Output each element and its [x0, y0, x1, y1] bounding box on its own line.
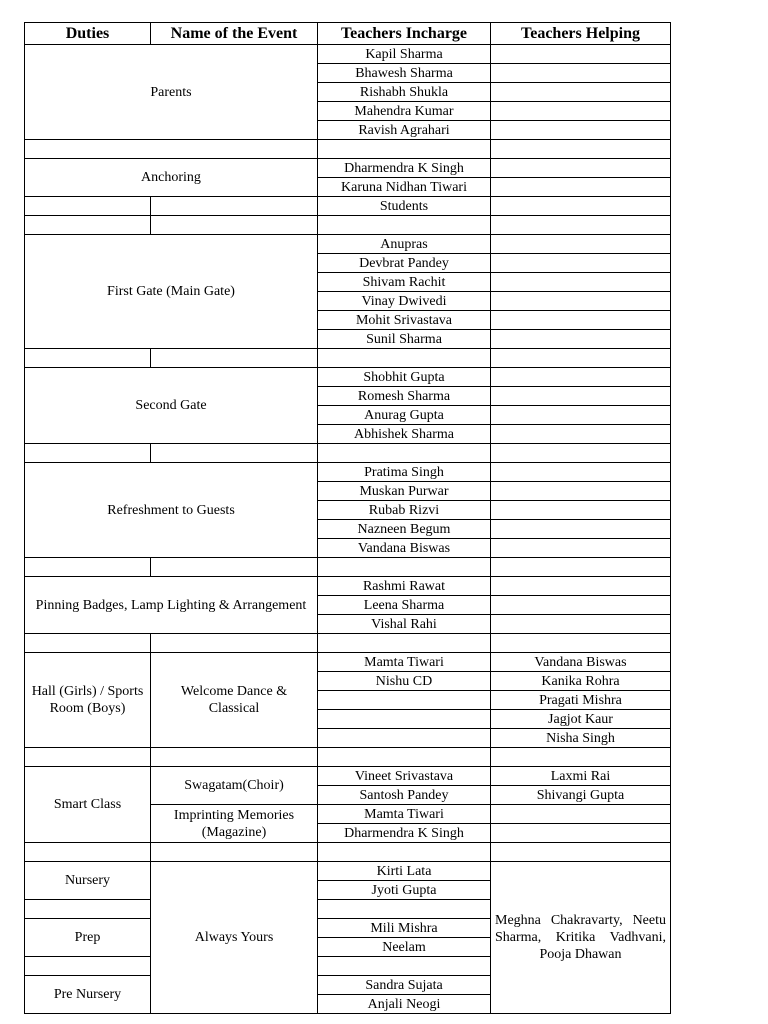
duty-pre-nursery: Pre Nursery: [25, 976, 151, 1014]
incharge-cell: Nazneen Begum: [318, 520, 491, 539]
helping-cell: [491, 159, 671, 178]
helping-cell: [491, 577, 671, 596]
helping-cell: [491, 178, 671, 197]
incharge-cell: Vandana Biswas: [318, 539, 491, 558]
duty-first-gate: First Gate (Main Gate): [25, 235, 318, 349]
incharge-cell: Rishabh Shukla: [318, 83, 491, 102]
incharge-cell: Kapil Sharma: [318, 45, 491, 64]
incharge-cell: Dharmendra K Singh: [318, 824, 491, 843]
duty-parents: Parents: [25, 45, 318, 140]
duty-smart-class: Smart Class: [25, 767, 151, 843]
helping-cell: [491, 330, 671, 349]
empty-cell: [151, 843, 318, 862]
helping-cell: [491, 121, 671, 140]
empty-cell: [25, 957, 151, 976]
helping-cell: [491, 197, 671, 216]
empty-cell: [318, 634, 491, 653]
table-row: [25, 767, 671, 786]
helping-cell: [491, 64, 671, 83]
event-imprinting-memories: Imprinting Memories (Magazine): [151, 805, 318, 843]
header-row: [25, 23, 671, 45]
helping-cell: [491, 273, 671, 292]
table-row: [25, 235, 671, 254]
helping-cell: Pragati Mishra: [491, 691, 671, 710]
incharge-cell: Abhishek Sharma: [318, 425, 491, 444]
helping-cell: [491, 596, 671, 615]
helping-always-yours: Meghna Chakravarty, Neetu Sharma, Kritika Vadhvani, Pooja Dhawan: [491, 862, 671, 1014]
incharge-cell: [318, 900, 491, 919]
table-row: [25, 577, 671, 596]
empty-cell: [491, 349, 671, 368]
incharge-cell: Karuna Nidhan Tiwari: [318, 178, 491, 197]
spacer-row: [25, 748, 671, 767]
incharge-cell: Sunil Sharma: [318, 330, 491, 349]
empty-cell: [151, 349, 318, 368]
empty-cell: [25, 444, 151, 463]
helping-cell: [491, 235, 671, 254]
incharge-cell: Bhawesh Sharma: [318, 64, 491, 83]
duty-hall: Hall (Girls) / Sports Room (Boys): [25, 653, 151, 748]
empty-cell: [25, 140, 318, 159]
incharge-cell: Anjali Neogi: [318, 995, 491, 1014]
incharge-cell: Mamta Tiwari: [318, 805, 491, 824]
table-row: [25, 159, 671, 178]
helping-cell: Nisha Singh: [491, 729, 671, 748]
spacer-row: [25, 140, 671, 159]
incharge-cell: Shobhit Gupta: [318, 368, 491, 387]
empty-cell: [25, 558, 151, 577]
helping-cell: [491, 83, 671, 102]
incharge-cell: Jyoti Gupta: [318, 881, 491, 900]
empty-cell: [151, 634, 318, 653]
duty-anchoring: Anchoring: [25, 159, 318, 197]
empty-cell: [491, 634, 671, 653]
incharge-cell: Students: [318, 197, 491, 216]
helping-cell: [491, 501, 671, 520]
incharge-cell: Nishu CD: [318, 672, 491, 691]
event-swagatam: Swagatam(Choir): [151, 767, 318, 805]
incharge-cell: Devbrat Pandey: [318, 254, 491, 273]
incharge-cell: Sandra Sujata: [318, 976, 491, 995]
empty-cell: [491, 216, 671, 235]
incharge-cell: Leena Sharma: [318, 596, 491, 615]
empty-cell: [318, 444, 491, 463]
helping-cell: Kanika Rohra: [491, 672, 671, 691]
empty-cell: [151, 197, 318, 216]
duty-refreshment: Refreshment to Guests: [25, 463, 318, 558]
incharge-cell: Vishal Rahi: [318, 615, 491, 634]
helping-cell: [491, 45, 671, 64]
incharge-cell: Anurag Gupta: [318, 406, 491, 425]
table-row: [25, 653, 671, 672]
helping-cell: [491, 387, 671, 406]
empty-cell: [318, 140, 491, 159]
header-incharge: Teachers Incharge: [318, 23, 491, 45]
helping-cell: [491, 520, 671, 539]
spacer-row: [25, 444, 671, 463]
empty-cell: [491, 444, 671, 463]
empty-cell: [25, 216, 151, 235]
duty-table: [24, 22, 671, 1014]
empty-cell: [151, 444, 318, 463]
helping-cell: [491, 406, 671, 425]
table-row: [25, 463, 671, 482]
helping-cell: [491, 368, 671, 387]
incharge-cell: Rashmi Rawat: [318, 577, 491, 596]
helping-cell: [491, 615, 671, 634]
incharge-cell: Mili Mishra: [318, 919, 491, 938]
empty-cell: [491, 140, 671, 159]
empty-cell: [25, 634, 151, 653]
helping-cell: [491, 425, 671, 444]
empty-cell: [25, 843, 151, 862]
spacer-row: [25, 558, 671, 577]
incharge-cell: [318, 729, 491, 748]
helping-cell: [491, 292, 671, 311]
helping-cell: Vandana Biswas: [491, 653, 671, 672]
table-row: [25, 197, 671, 216]
incharge-cell: Romesh Sharma: [318, 387, 491, 406]
incharge-cell: Mahendra Kumar: [318, 102, 491, 121]
incharge-cell: Dharmendra K Singh: [318, 159, 491, 178]
incharge-cell: Vinay Dwivedi: [318, 292, 491, 311]
duty-prep: Prep: [25, 919, 151, 957]
helping-cell: [491, 463, 671, 482]
event-always-yours: Always Yours: [151, 862, 318, 1014]
duty-pinning: Pinning Badges, Lamp Lighting & Arrangement: [25, 577, 318, 634]
helping-cell: [491, 824, 671, 843]
empty-cell: [25, 349, 151, 368]
empty-cell: [151, 748, 318, 767]
empty-cell: [491, 748, 671, 767]
incharge-cell: Mohit Srivastava: [318, 311, 491, 330]
helping-cell: [491, 254, 671, 273]
incharge-cell: Kirti Lata: [318, 862, 491, 881]
empty-cell: [25, 900, 151, 919]
incharge-cell: Santosh Pandey: [318, 786, 491, 805]
table-row: [25, 862, 671, 881]
empty-cell: [318, 349, 491, 368]
helping-cell: Laxmi Rai: [491, 767, 671, 786]
incharge-cell: Rubab Rizvi: [318, 501, 491, 520]
spacer-row: [25, 216, 671, 235]
incharge-cell: [318, 710, 491, 729]
incharge-cell: Shivam Rachit: [318, 273, 491, 292]
helping-cell: [491, 805, 671, 824]
event-welcome-dance: Welcome Dance & Classical: [151, 653, 318, 748]
empty-cell: [491, 558, 671, 577]
helping-cell: Jagjot Kaur: [491, 710, 671, 729]
table-row: [25, 368, 671, 387]
incharge-cell: [318, 957, 491, 976]
helping-cell: Shivangi Gupta: [491, 786, 671, 805]
incharge-cell: Muskan Purwar: [318, 482, 491, 501]
incharge-cell: Mamta Tiwari: [318, 653, 491, 672]
empty-cell: [25, 748, 151, 767]
helping-cell: [491, 102, 671, 121]
incharge-cell: Pratima Singh: [318, 463, 491, 482]
header-event: Name of the Event: [151, 23, 318, 45]
duty-second-gate: Second Gate: [25, 368, 318, 444]
empty-cell: [318, 843, 491, 862]
incharge-cell: Vineet Srivastava: [318, 767, 491, 786]
empty-cell: [318, 558, 491, 577]
spacer-row: [25, 843, 671, 862]
helping-cell: [491, 539, 671, 558]
helping-cell: [491, 482, 671, 501]
spacer-row: [25, 349, 671, 368]
incharge-cell: [318, 691, 491, 710]
empty-cell: [151, 558, 318, 577]
empty-cell: [318, 216, 491, 235]
incharge-cell: Neelam: [318, 938, 491, 957]
header-helping: Teachers Helping: [491, 23, 671, 45]
empty-cell: [151, 216, 318, 235]
duty-nursery: Nursery: [25, 862, 151, 900]
empty-cell: [491, 843, 671, 862]
spacer-row: [25, 634, 671, 653]
table-row: [25, 45, 671, 64]
incharge-cell: Ravish Agrahari: [318, 121, 491, 140]
incharge-cell: Anupras: [318, 235, 491, 254]
empty-cell: [25, 197, 151, 216]
header-duties: Duties: [25, 23, 151, 45]
empty-cell: [318, 748, 491, 767]
helping-cell: [491, 311, 671, 330]
